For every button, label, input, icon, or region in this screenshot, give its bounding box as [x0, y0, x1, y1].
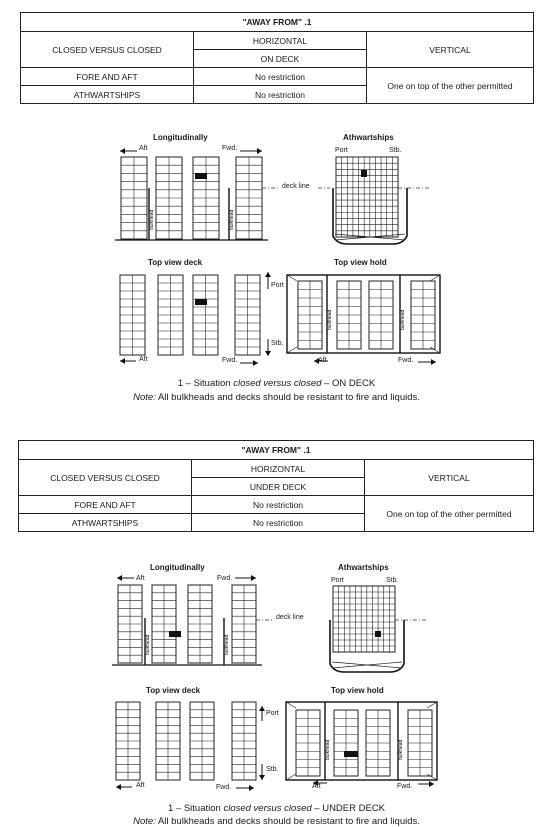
location-header: UNDER DECK: [192, 478, 365, 496]
figure-note: [0, 392, 553, 403]
bulkhead-label: bulkhead: [149, 209, 155, 230]
label-stb: Stb.: [266, 766, 279, 773]
bulkhead-label: bulkhead: [145, 634, 151, 655]
label-fwd: Fwd.: [217, 575, 233, 582]
label-aft: Aft: [312, 783, 321, 790]
label-aft: Aft: [318, 357, 327, 364]
label-aft: Aft: [136, 575, 145, 582]
dangerous-goods-container: [361, 170, 367, 177]
note-label: Note:: [133, 392, 156, 403]
table-title: "AWAY FROM" .1: [21, 13, 534, 32]
vertical-header: VERTICAL: [367, 32, 534, 68]
label-port: Port: [331, 577, 344, 584]
figure-caption: [0, 803, 553, 814]
label-longitudinally: Longitudinally: [153, 133, 208, 142]
figure-note: [0, 816, 553, 827]
row-label-athwartships: ATHWARTSHIPS: [19, 514, 192, 532]
label-port: Port: [271, 282, 284, 289]
bulkhead-label: bulkhead: [398, 739, 404, 760]
label-stb: Stb.: [389, 147, 402, 154]
bulkhead-label: bulkhead: [325, 739, 331, 760]
caption-suffix: – ON DECK: [321, 378, 376, 389]
label-aft: Aft: [136, 782, 145, 789]
arrow-head: [120, 148, 125, 154]
row-value-fore-and-aft: No restriction: [192, 496, 365, 514]
horizontal-header: HORIZONTAL: [192, 460, 365, 478]
label-deck-line: deck line: [276, 614, 304, 621]
label-top-view-hold: Top view hold: [334, 258, 387, 267]
label-longitudinally: Longitudinally: [150, 563, 205, 572]
figure-caption: [0, 378, 553, 389]
hold-cross-line: [427, 702, 437, 708]
label-top-view-deck: Top view deck: [148, 258, 203, 267]
label-fwd: Fwd.: [222, 145, 238, 152]
bulkhead-label: bulkhead: [400, 309, 406, 330]
bulkhead-label: bulkhead: [224, 634, 230, 655]
hold-outline: [286, 702, 437, 780]
arrow-head: [120, 358, 125, 364]
label-aft: Aft: [139, 145, 148, 152]
dangerous-goods-container: [195, 299, 207, 305]
athwartships-stack: [333, 586, 395, 652]
arrow-head: [257, 148, 262, 154]
label-fwd: Fwd.: [216, 784, 232, 791]
hold-cross-line: [286, 702, 296, 708]
arrow-head: [431, 359, 436, 365]
arrow-head: [249, 785, 254, 791]
label-top-view-hold: Top view hold: [331, 686, 384, 695]
label-athwartships: Athwartships: [343, 133, 394, 142]
label-port: Port: [335, 147, 348, 154]
caption-suffix: – UNDER DECK: [311, 803, 386, 814]
row-label-athwartships: ATHWARTSHIPS: [21, 86, 194, 104]
caption-prefix: 1 – Situation: [167, 803, 224, 814]
row-value-athwartships: No restriction: [192, 514, 365, 532]
label-stb: Stb.: [271, 340, 284, 347]
label-athwartships: Athwartships: [338, 563, 389, 572]
arrow-head: [265, 351, 271, 356]
table-title: "AWAY FROM" .1: [19, 441, 534, 460]
hold-cross-line: [430, 275, 440, 281]
row-header-closed-vs-closed: CLOSED VERSUS CLOSED: [19, 460, 192, 496]
label-fwd: Fwd.: [397, 783, 413, 790]
arrow-head: [253, 360, 258, 366]
row-header-closed-vs-closed: CLOSED VERSUS CLOSED: [21, 32, 194, 68]
label-port: Port: [266, 710, 279, 717]
arrow-head: [117, 575, 122, 581]
dangerous-goods-container: [169, 631, 181, 637]
arrow-head: [259, 706, 265, 711]
note-text: All bulkheads and decks should be resistant to fire and liquids.: [155, 392, 420, 403]
hold-cross-line: [287, 275, 297, 281]
location-header: ON DECK: [194, 50, 367, 68]
arrow-head: [259, 775, 265, 780]
vertical-header: VERTICAL: [365, 460, 534, 496]
note-text: All bulkheads and decks should be resistant to fire and liquids.: [155, 816, 420, 827]
label-aft: Aft: [139, 356, 148, 363]
hold-cross-line: [286, 774, 296, 780]
label-stb: Stb.: [386, 577, 399, 584]
bulkhead-label: bulkhead: [327, 309, 333, 330]
row-label-fore-and-aft: FORE AND AFT: [21, 68, 194, 86]
arrow-head: [429, 781, 434, 787]
arrow-head: [116, 784, 121, 790]
label-fwd: Fwd.: [222, 357, 238, 364]
dangerous-goods-container: [375, 631, 381, 637]
vertical-value: One on top of the other permitted: [365, 496, 534, 532]
caption-italic: closed versus closed: [233, 378, 322, 389]
label-deck-line: deck line: [282, 183, 310, 190]
arrow-head: [251, 575, 256, 581]
horizontal-header: HORIZONTAL: [194, 32, 367, 50]
label-top-view-deck: Top view deck: [146, 686, 201, 695]
athwartships-stack: [336, 157, 398, 237]
note-label: Note:: [133, 816, 156, 827]
label-fwd: Fwd.: [398, 357, 414, 364]
caption-italic: closed versus closed: [223, 803, 312, 814]
hold-cross-line: [287, 347, 297, 353]
vertical-value: One on top of the other permitted: [367, 68, 534, 104]
row-label-fore-and-aft: FORE AND AFT: [19, 496, 192, 514]
arrow-head: [265, 272, 271, 277]
row-value-athwartships: No restriction: [194, 86, 367, 104]
bulkhead-label: bulkhead: [229, 209, 235, 230]
caption-prefix: 1 – Situation: [177, 378, 234, 389]
dangerous-goods-container: [344, 751, 358, 757]
dangerous-goods-container: [195, 173, 207, 179]
row-value-fore-and-aft: No restriction: [194, 68, 367, 86]
